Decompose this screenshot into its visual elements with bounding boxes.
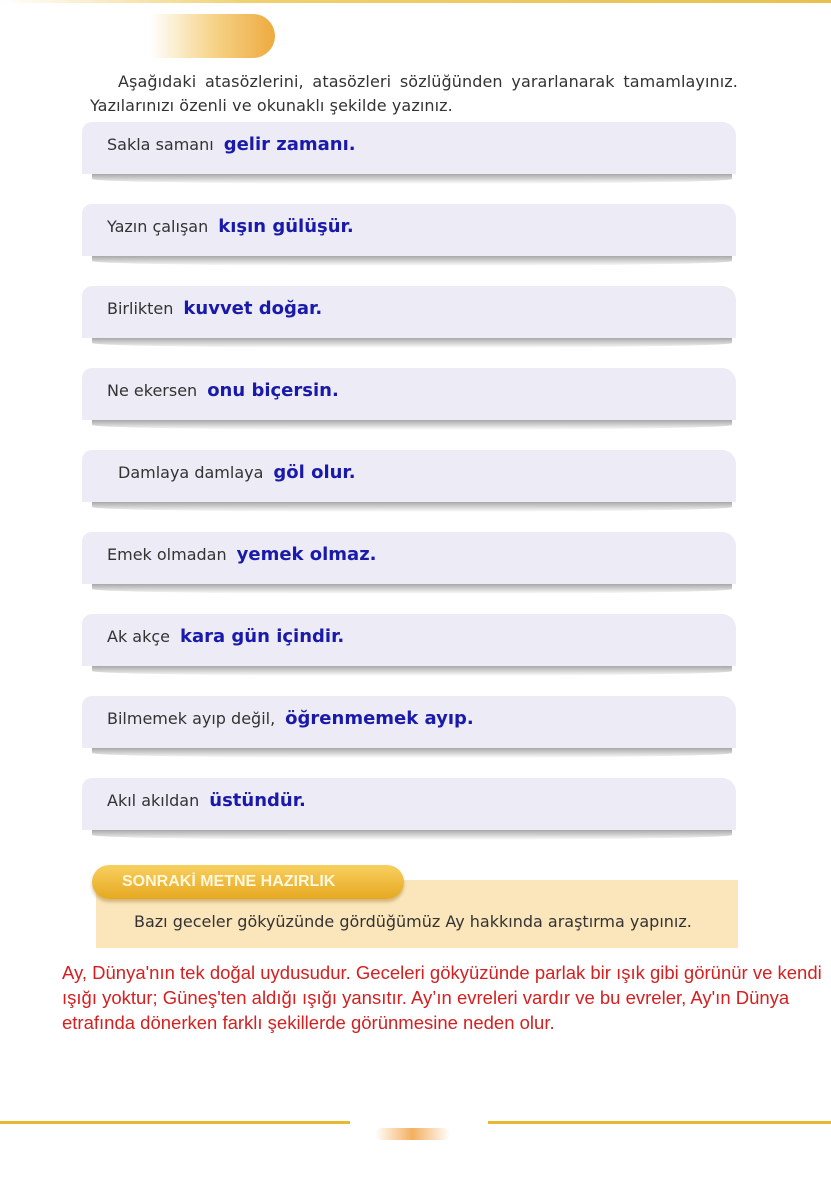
proverb-answer[interactable]: kuvvet doğar. xyxy=(183,298,323,319)
page-number-decoration xyxy=(375,1128,450,1140)
instructions-text: Aşağıdaki atasözlerini, atasözleri sözlüğünden yararlanarak tamamlayınız. Yazılarınızı özenli ve okunaklı şekilde yazınız. xyxy=(90,72,738,115)
preparation-title: SONRAKİ METNE HAZIRLIK xyxy=(122,873,336,890)
proverb-answer[interactable]: onu biçersin. xyxy=(207,380,339,401)
bottom-border-left xyxy=(0,1121,350,1124)
proverb-prompt: Damlaya damlaya xyxy=(118,463,264,482)
proverb-answer[interactable]: kara gün içindir. xyxy=(180,626,345,647)
research-answer: Ay, Dünya'nın tek doğal uydusudur. Geceleri gökyüzünde parlak bir ışık gibi görünür ve kendi ışığı yoktur; Güneş'ten aldığı ışığı yansıtır. Ay’ın evreleri vardır ve bu evreler, Ay'ın Dünya etrafında dönerken farklı şekillerde görünmesine neden olur. xyxy=(62,962,822,1033)
proverb-row xyxy=(82,450,736,502)
proverb-row xyxy=(82,204,736,256)
proverb-answer[interactable]: öğrenmemek ayıp. xyxy=(285,708,474,729)
proverb-prompt: Sakla samanı xyxy=(107,135,214,154)
proverb-prompt: Emek olmadan xyxy=(107,545,227,564)
proverb-prompt: Bilmemek ayıp değil, xyxy=(107,709,276,728)
proverb-answer[interactable]: gelir zamanı. xyxy=(223,134,356,155)
proverb-answer[interactable]: göl olur. xyxy=(273,462,356,483)
proverb-row xyxy=(82,122,736,174)
proverb-row xyxy=(82,532,736,584)
proverb-prompt: Ne ekersen xyxy=(107,381,198,400)
proverb-row xyxy=(82,778,736,830)
bottom-border-right xyxy=(488,1121,831,1124)
proverb-prompt: Birlikten xyxy=(107,299,174,318)
proverb-prompt: Akıl akıldan xyxy=(107,791,200,810)
decorative-tab xyxy=(150,14,275,58)
top-border-line xyxy=(0,0,831,3)
proverb-prompt: Ak akçe xyxy=(107,627,171,646)
proverb-answer[interactable]: kışın gülüşür. xyxy=(218,216,354,237)
proverb-row xyxy=(82,286,736,338)
proverb-prompt: Yazın çalışan xyxy=(107,217,209,236)
preparation-badge xyxy=(92,865,404,899)
proverb-answer[interactable]: üstündür. xyxy=(209,790,306,811)
proverb-row xyxy=(82,614,736,666)
proverb-answer[interactable]: yemek olmaz. xyxy=(236,544,377,565)
preparation-task: Bazı geceler gökyüzünde gördüğümüz Ay hakkında araştırma yapınız. xyxy=(134,912,692,931)
proverb-row xyxy=(82,696,736,748)
proverb-row xyxy=(82,368,736,420)
